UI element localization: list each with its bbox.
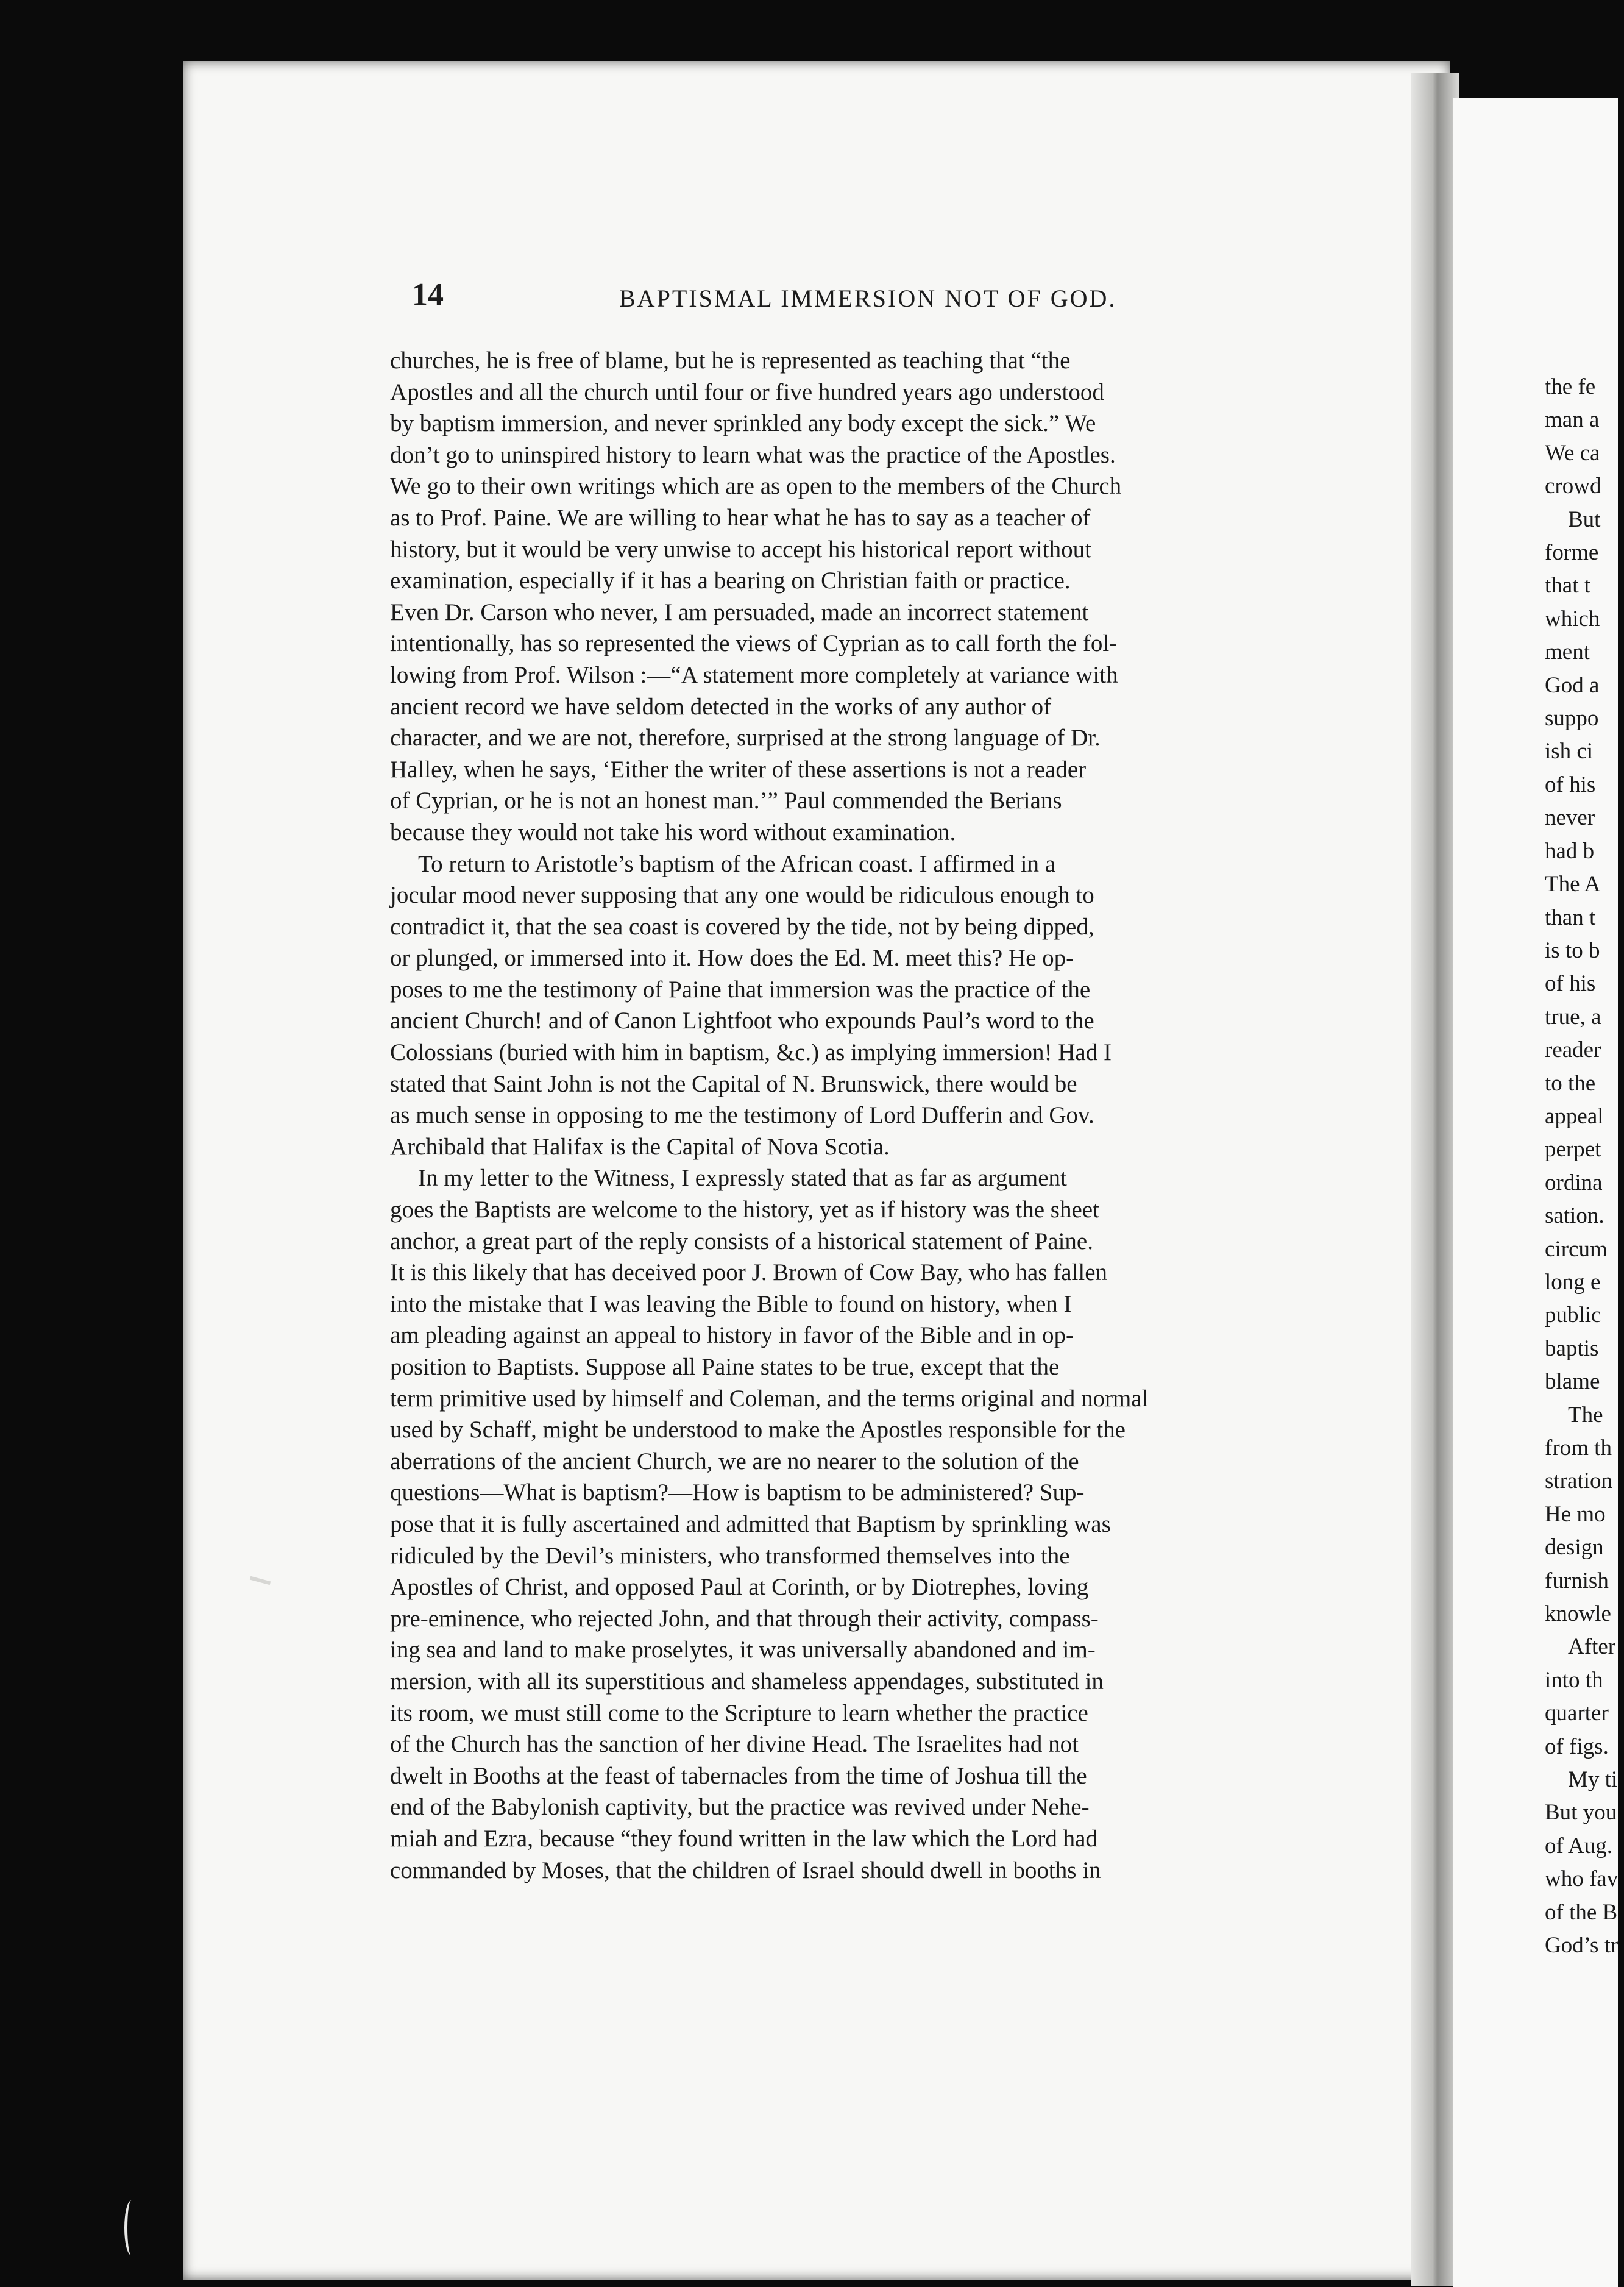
body-line: into the mistake that I was leaving the Bible to found on history, when I xyxy=(390,1290,1072,1317)
right-page-line: perpet xyxy=(1545,1137,1601,1162)
body-line: end of the Babylonish captivity, but the practice was revived under Nehe- xyxy=(390,1794,1090,1821)
body-line: history, but it would be very unwise to accept his historical report without xyxy=(390,536,1091,563)
body-line: commanded by Moses, that the children of Israel should dwell in booths in xyxy=(390,1857,1101,1883)
body-line: dwelt in Booths at the feast of tabernacles from the time of Joshua till the xyxy=(390,1762,1087,1789)
right-page-text xyxy=(1545,371,1624,1963)
body-line: poses to me the testimony of Paine that immersion was the practice of the xyxy=(390,976,1091,1003)
right-page-line: into th xyxy=(1545,1667,1603,1693)
right-page-line: ish ci xyxy=(1545,739,1594,764)
body-line: pose that it is fully ascertained and admitted that Baptism by sprinkling was xyxy=(390,1510,1111,1537)
body-line: of Cyprian, or he is not an honest man.’” Paul commended the Berians xyxy=(390,788,1062,814)
right-page-line: had b xyxy=(1545,838,1595,864)
body-line: don’t go to uninspired history to learn what was the practice of the Apostles. xyxy=(390,441,1116,468)
right-page-line: suppo xyxy=(1545,706,1599,731)
body-line: jocular mood never supposing that any one would be ridiculous enough to xyxy=(390,882,1094,909)
right-page-line: God a xyxy=(1545,672,1600,698)
body-line: am pleading against an appeal to history in favor of the Bible and in op- xyxy=(390,1322,1074,1349)
body-line: of the Church has the sanction of her divine Head. The Israelites had not xyxy=(390,1731,1079,1758)
body-line: examination, especially if it has a bearing on Christian faith or practice. xyxy=(390,567,1071,594)
body-line: We go to their own writings which are as open to the members of the Church xyxy=(390,473,1122,500)
body-line: as much sense in opposing to me the testimony of Lord Dufferin and Gov. xyxy=(390,1102,1094,1129)
right-page-line: After xyxy=(1568,1634,1616,1660)
body-line: ancient record we have seldom detected in the works of any author of xyxy=(390,693,1052,720)
body-line: lowing from Prof. Wilson :—“A statement more completely at variance with xyxy=(390,661,1118,688)
body-line: ridiculed by the Devil’s ministers, who transformed themselves into the xyxy=(390,1542,1070,1569)
page-number: 14 xyxy=(412,277,444,312)
right-page-line: furnish xyxy=(1545,1568,1609,1593)
right-page-line: The A xyxy=(1545,872,1601,897)
right-page-line: the fe xyxy=(1545,374,1596,399)
right-page-line: God’s tr xyxy=(1545,1933,1619,1958)
body-line: mersion, with all its superstitious and shameless appendages, substituted in xyxy=(390,1668,1104,1695)
body-line: Apostles and all the church until four or five hundred years ago understood xyxy=(390,379,1104,405)
body-line: Apostles of Christ, and opposed Paul at Corinth, or by Diotrephes, loving xyxy=(390,1574,1089,1601)
right-page-line: knowle xyxy=(1545,1601,1611,1627)
right-page-line: who fav xyxy=(1545,1866,1619,1892)
running-title: BAPTISMAL IMMERSION NOT OF GOD. xyxy=(619,285,1117,312)
page-header xyxy=(412,277,1338,319)
right-page-line: which xyxy=(1545,606,1600,631)
body-line: ing sea and land to make proselytes, it was universally abandoned and im- xyxy=(390,1637,1096,1663)
right-page-line: of figs. xyxy=(1545,1734,1609,1759)
body-line: aberrations of the ancient Church, we are no nearer to the solution of the xyxy=(390,1448,1079,1474)
right-page-line: public xyxy=(1545,1303,1601,1328)
body-line: because they would not take his word without examination. xyxy=(390,819,956,845)
body-line: stated that Saint John is not the Capital of N. Brunswick, there would be xyxy=(390,1070,1077,1097)
right-page-line: design xyxy=(1545,1535,1604,1560)
body-line: used by Schaff, might be understood to make the Apostles responsible for the xyxy=(390,1417,1126,1443)
body-line: by baptism immersion, and never sprinkled any body except the sick.” We xyxy=(390,410,1096,437)
right-page-line: reader xyxy=(1545,1037,1601,1063)
body-line: contradict it, that the sea coast is covered by the tide, not by being dipped, xyxy=(390,913,1094,940)
body-line: ancient Church! and of Canon Lightfoot who expounds Paul’s word to the xyxy=(390,1008,1094,1034)
right-page-line: of his xyxy=(1545,971,1596,997)
scan-mark xyxy=(124,2200,138,2255)
body-line: goes the Baptists are welcome to the history, yet as if history was the sheet xyxy=(390,1197,1099,1223)
right-page-line: baptis xyxy=(1545,1336,1599,1361)
right-page-line: man a xyxy=(1545,407,1600,433)
body-line: To return to Aristotle’s baptism of the African coast. I affirmed in a xyxy=(418,850,1056,877)
body-line: pre-eminence, who rejected John, and that through their activity, compass- xyxy=(390,1605,1099,1632)
right-page-line: to the xyxy=(1545,1070,1596,1096)
right-page-line: that t xyxy=(1545,573,1591,599)
right-page-line: of Aug. xyxy=(1545,1833,1612,1858)
right-page-line: stration xyxy=(1545,1468,1612,1494)
body-line: character, and we are not, therefore, surprised at the strong language of Dr. xyxy=(390,725,1101,752)
right-page-line: of the B xyxy=(1545,1899,1618,1925)
body-line: Archibald that Halifax is the Capital of Nova Scotia. xyxy=(390,1133,890,1160)
right-page-line: The xyxy=(1568,1402,1603,1428)
right-page-line: forme xyxy=(1545,540,1599,566)
right-page-line: is to b xyxy=(1545,937,1600,963)
right-page-line: My ti xyxy=(1568,1767,1618,1793)
book-gutter xyxy=(1411,73,1459,2286)
body-line: as to Prof. Paine. We are willing to hear what he has to say as a teacher of xyxy=(390,504,1091,531)
right-page-line: But xyxy=(1568,507,1601,532)
right-page-line: than t xyxy=(1545,905,1596,930)
right-page-line: crowd xyxy=(1545,474,1601,499)
body-text xyxy=(390,345,1341,1886)
right-page-line: ordina xyxy=(1545,1170,1603,1195)
body-line: intentionally, has so represented the views of Cyprian as to call forth the fol- xyxy=(390,630,1118,657)
body-line: In my letter to the Witness, I expressly stated that as far as argument xyxy=(418,1165,1067,1192)
right-page-line: appeal xyxy=(1545,1103,1604,1129)
right-page-line: But you xyxy=(1545,1800,1617,1826)
body-line: anchor, a great part of the reply consists of a historical statement of Paine. xyxy=(390,1228,1093,1254)
body-line: Colossians (buried with him in baptism, &c.) as implying immersion! Had I xyxy=(390,1039,1112,1066)
right-page-line: circum xyxy=(1545,1236,1608,1262)
right-page-line: long e xyxy=(1545,1269,1601,1295)
right-page-line: We ca xyxy=(1545,440,1600,466)
right-page-line: ment xyxy=(1545,639,1590,665)
body-line: It is this likely that has deceived poor J. Brown of Cow Bay, who has fallen xyxy=(390,1259,1108,1286)
body-line: Halley, when he says, ‘Either the writer of these assertions is not a reader xyxy=(390,756,1087,783)
body-line: Even Dr. Carson who never, I am persuaded, made an incorrect statement xyxy=(390,599,1089,625)
right-page-line: of his xyxy=(1545,772,1596,797)
right-page-line: sation. xyxy=(1545,1203,1604,1229)
body-line: position to Baptists. Suppose all Paine states to be true, except that the xyxy=(390,1354,1060,1380)
right-page-line: never xyxy=(1545,805,1595,831)
body-line: term primitive used by himself and Coleman, and the terms original and normal xyxy=(390,1385,1149,1412)
body-line: churches, he is free of blame, but he is represented as teaching that “the xyxy=(390,347,1071,374)
body-line: its room, we must still come to the Scripture to learn whether the practice xyxy=(390,1699,1088,1726)
right-page-line: quarter xyxy=(1545,1701,1609,1726)
right-page-line: true, a xyxy=(1545,1004,1601,1030)
body-line: or plunged, or immersed into it. How does the Ed. M. meet this? He op- xyxy=(390,945,1074,972)
body-line: questions—What is baptism?—How is baptism to be administered? Sup- xyxy=(390,1479,1085,1506)
right-page-line: from th xyxy=(1545,1435,1612,1460)
body-line: miah and Ezra, because “they found written in the law which the Lord had xyxy=(390,1825,1097,1852)
right-page-line: He mo xyxy=(1545,1501,1606,1527)
right-page-line: blame xyxy=(1545,1369,1600,1395)
